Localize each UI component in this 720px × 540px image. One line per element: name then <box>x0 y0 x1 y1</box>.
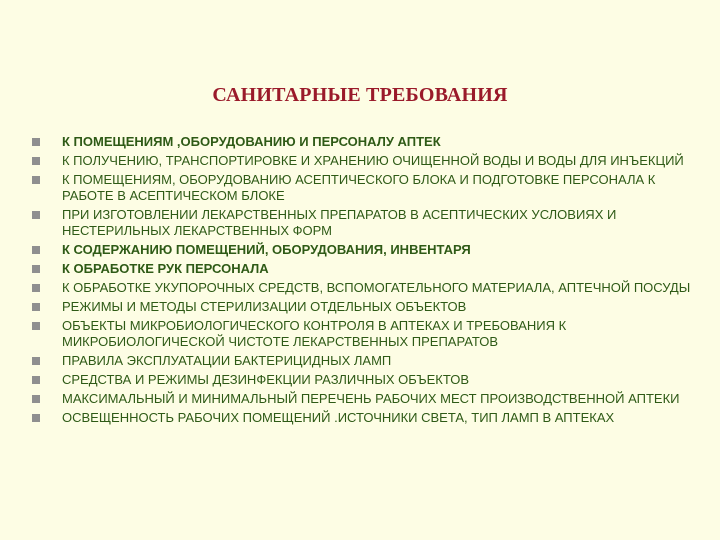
list-item <box>30 261 696 277</box>
square-bullet-icon <box>32 265 40 273</box>
square-bullet-icon <box>32 211 40 219</box>
list-item <box>30 280 696 296</box>
list-item <box>30 353 696 369</box>
square-bullet-icon <box>32 157 40 165</box>
slide-title: САНИТАРНЫЕ ТРЕБОВАНИЯ <box>212 84 508 106</box>
list-item-text: К ПОМЕЩЕНИЯМ, ОБОРУДОВАНИЮ АСЕПТИЧЕСКОГО БЛОКА И ПОДГОТОВКЕ ПЕРСОНАЛА К РАБОТЕ В АСЕПТИЧЕСКОМ БЛОКЕ <box>62 172 656 203</box>
requirements-list <box>30 134 696 429</box>
list-item <box>30 242 696 258</box>
list-item <box>30 207 696 239</box>
list-item-text: РЕЖИМЫ И МЕТОДЫ СТЕРИЛИЗАЦИИ ОТДЕЛЬНЫХ ОБЪЕКТОВ <box>62 299 467 314</box>
list-item <box>30 134 696 150</box>
list-item-text: К СОДЕРЖАНИЮ ПОМЕЩЕНИЙ, ОБОРУДОВАНИЯ, ИНВЕНТАРЯ <box>62 242 471 257</box>
list-item-text: МАКСИМАЛЬНЫЙ И МИНИМАЛЬНЫЙ ПЕРЕЧЕНЬ РАБОЧИХ МЕСТ ПРОИЗВОДСТВЕННОЙ АПТЕКИ <box>62 391 680 406</box>
list-item-text: СРЕДСТВА И РЕЖИМЫ ДЕЗИНФЕКЦИИ РАЗЛИЧНЫХ ОБЪЕКТОВ <box>62 372 469 387</box>
list-item <box>30 172 696 204</box>
square-bullet-icon <box>32 138 40 146</box>
list-item-text: К ОБРАБОТКЕ УКУПОРОЧНЫХ СРЕДСТВ, ВСПОМОГАТЕЛЬНОГО МАТЕРИАЛА, АПТЕЧНОЙ ПОСУДЫ <box>62 280 691 295</box>
list-item-text: К ПОМЕЩЕНИЯМ ,ОБОРУДОВАНИЮ И ПЕРСОНАЛУ АПТЕК <box>62 134 441 149</box>
list-item <box>30 299 696 315</box>
square-bullet-icon <box>32 395 40 403</box>
list-item <box>30 410 696 426</box>
square-bullet-icon <box>32 246 40 254</box>
square-bullet-icon <box>32 376 40 384</box>
list-item <box>30 372 696 388</box>
list-item-text: ОСВЕЩЕННОСТЬ РАБОЧИХ ПОМЕЩЕНИЙ .ИСТОЧНИКИ СВЕТА, ТИП ЛАМП В АПТЕКАХ <box>62 410 615 425</box>
square-bullet-icon <box>32 303 40 311</box>
list-item <box>30 318 696 350</box>
square-bullet-icon <box>32 322 40 330</box>
square-bullet-icon <box>32 357 40 365</box>
list-item-text: ПРИ ИЗГОТОВЛЕНИИ ЛЕКАРСТВЕННЫХ ПРЕПАРАТОВ В АСЕПТИЧЕСКИХ УСЛОВИЯХ И НЕСТЕРИЛЬНЫХ ЛЕКАРСТВЕННЫХ ФОРМ <box>62 207 617 238</box>
square-bullet-icon <box>32 414 40 422</box>
list-item-text: К ОБРАБОТКЕ РУК ПЕРСОНАЛА <box>62 261 269 276</box>
square-bullet-icon <box>32 176 40 184</box>
list-item-text: К ПОЛУЧЕНИЮ, ТРАНСПОРТИРОВКЕ И ХРАНЕНИЮ ОЧИЩЕННОЙ ВОДЫ И ВОДЫ ДЛЯ ИНЪЕКЦИЙ <box>62 153 684 168</box>
list-item-text: ОБЪЕКТЫ МИКРОБИОЛОГИЧЕСКОГО КОНТРОЛЯ В АПТЕКАХ И ТРЕБОВАНИЯ К МИКРОБИОЛОГИЧЕСКОЙ ЧИСТОТЕ ЛЕКАРСТВЕННЫХ ПРЕПАРАТОВ <box>62 318 567 349</box>
list-item <box>30 391 696 407</box>
list-item-text: ПРАВИЛА ЭКСПЛУАТАЦИИ БАКТЕРИЦИДНЫХ ЛАМП <box>62 353 392 368</box>
list-item <box>30 153 696 169</box>
square-bullet-icon <box>32 284 40 292</box>
